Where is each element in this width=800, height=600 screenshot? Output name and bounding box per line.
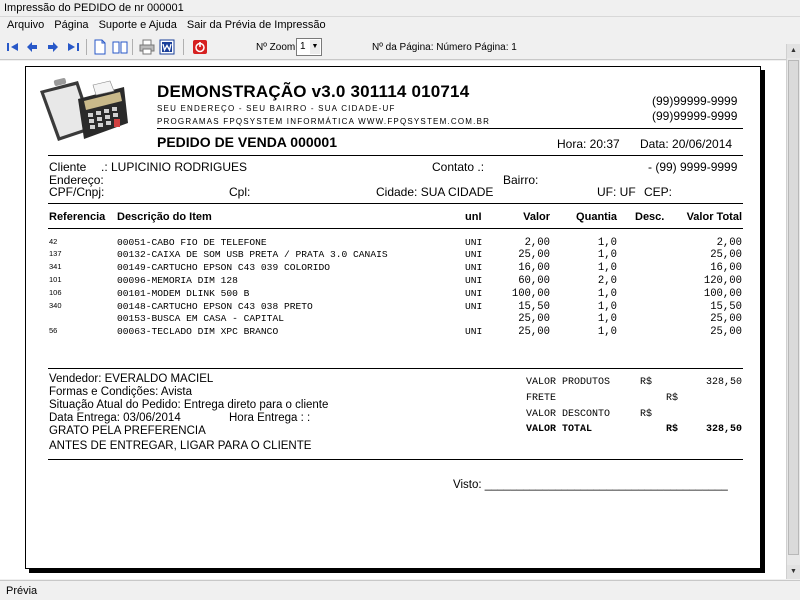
- item-qty: 2,0: [597, 275, 617, 287]
- menu-suporte-ajuda[interactable]: Suporte e Ajuda: [98, 19, 177, 31]
- table-row: [26, 249, 760, 261]
- table-row: [26, 301, 760, 313]
- item-qty: 1,0: [597, 237, 617, 249]
- item-total: 15,50: [710, 301, 742, 313]
- neighborhood-label: Bairro:: [503, 173, 539, 187]
- company-name: DEMONSTRAÇÃO v3.0 301114 010714: [157, 82, 470, 101]
- item-ref: 340: [49, 301, 62, 310]
- contact-label: Contato .:: [432, 160, 485, 174]
- item-unit: UNI: [465, 301, 483, 312]
- item-description: 00148-CARTUCHO EPSON C43 038 PRETO: [117, 301, 313, 312]
- print-icon[interactable]: [139, 39, 155, 55]
- item-value: 25,00: [518, 249, 550, 261]
- total-currency: R$: [666, 393, 679, 404]
- item-value: 100,00: [511, 288, 550, 300]
- item-qty: 1,0: [597, 262, 617, 274]
- item-total: 16,00: [710, 262, 742, 274]
- items-bottom-rule: [48, 368, 743, 369]
- toolbar-separator: [132, 39, 133, 55]
- item-qty: 1,0: [597, 249, 617, 261]
- item-total: 100,00: [703, 288, 742, 300]
- col-header-ref: Referencia: [49, 211, 106, 223]
- state-label: UF: UF: [597, 185, 636, 199]
- total-value: 328,50: [705, 377, 742, 388]
- address-label: Endereço:: [49, 173, 104, 187]
- item-value: 2,00: [524, 237, 550, 249]
- total-label: VALOR PRODUTOS: [526, 377, 611, 388]
- item-ref: 101: [49, 275, 62, 284]
- zip-label: CEP:: [644, 185, 673, 199]
- preview-area: [0, 61, 786, 579]
- close-preview-icon[interactable]: [192, 39, 208, 55]
- zoom-select[interactable]: [296, 38, 322, 56]
- item-total: 2,00: [716, 237, 742, 249]
- item-description: 00101-MODEM DLINK 500 B: [117, 288, 250, 299]
- last-page-icon[interactable]: [65, 39, 81, 55]
- footer-bottom-rule: [48, 459, 743, 460]
- vertical-scrollbar[interactable]: [786, 44, 800, 579]
- menu-sair-previa[interactable]: Sair da Prévia de Impressão: [186, 19, 326, 31]
- grand-total-label: VALOR TOTAL: [526, 424, 593, 435]
- item-description: 00063-TECLADO DIM XPC BRANCO: [117, 326, 279, 337]
- menu-bar: [0, 17, 800, 34]
- col-header-desc: Descrição do Item: [117, 211, 212, 223]
- total-label: FRETE: [526, 393, 557, 404]
- item-ref: 106: [49, 288, 62, 297]
- chevron-down-icon: ▼: [310, 40, 320, 54]
- status-text: Prévia: [6, 585, 38, 597]
- first-page-icon[interactable]: [5, 39, 21, 55]
- report-page: [25, 66, 761, 569]
- next-page-icon[interactable]: [45, 39, 61, 55]
- status-bar: [0, 580, 800, 600]
- item-description: 00051-CABO FIO DE TELEFONE: [117, 237, 267, 248]
- client-label: Cliente: [49, 160, 87, 174]
- col-header-unit: unI: [465, 211, 482, 223]
- table-row: [26, 237, 760, 249]
- note-line-1: GRATO PELA PREFERENCIA: [49, 425, 206, 437]
- item-ref: 56: [49, 326, 58, 335]
- item-unit: UNI: [465, 326, 483, 337]
- zoom-label: Nº Zoom: [256, 42, 296, 53]
- scroll-up-icon[interactable]: ▲: [787, 44, 800, 58]
- toolbar-separator: [183, 39, 184, 55]
- menu-arquivo[interactable]: Arquivo: [7, 19, 45, 31]
- col-header-discount: Desc.: [635, 211, 665, 223]
- order-status: Situação Atual do Pedido: Entrega direto para o cliente: [49, 399, 329, 411]
- two-pages-icon[interactable]: [112, 39, 128, 55]
- toolbar: [0, 34, 800, 60]
- item-value: 25,00: [518, 313, 550, 325]
- client-name: .: LUPICINIO RODRIGUES: [101, 160, 248, 174]
- note-line-2: ANTES DE ENTREGAR, LIGAR PARA O CLIENTE: [49, 440, 312, 452]
- single-page-icon[interactable]: [92, 39, 108, 55]
- company-address: SEU ENDEREÇO - SEU BAIRRO - SUA CIDADE-UF: [157, 104, 396, 113]
- signature-line: Visto: ______________________________________: [453, 479, 728, 491]
- col-header-value: Valor: [523, 211, 550, 223]
- toolbar-separator: [86, 39, 87, 55]
- total-label: VALOR DESCONTO: [526, 409, 611, 420]
- item-description: 00149-CARTUCHO EPSON C43 039 COLORIDO: [117, 262, 331, 273]
- col-header-qty: Quantia: [576, 211, 617, 223]
- grand-total-currency: R$: [666, 424, 679, 435]
- delivery-time: Hora Entrega : :: [229, 412, 311, 424]
- city-label: Cidade: SUA CIDADE: [376, 185, 494, 199]
- item-description: 00132-CAIXA DE SOM USB PRETA / PRATA 3.0 CANAIS: [117, 249, 388, 260]
- item-total: 25,00: [710, 313, 742, 325]
- grand-total-value: 328,50: [705, 424, 742, 435]
- company-software: PROGRAMAS FPQSYSTEM INFORMÁTICA WWW.FPQSYSTEM.COM.BR: [157, 117, 491, 126]
- item-unit: UNI: [465, 275, 483, 286]
- item-total: 120,00: [703, 275, 742, 287]
- document-title: PEDIDO DE VENDA 000001: [157, 134, 337, 150]
- menu-pagina[interactable]: Página: [54, 19, 89, 31]
- total-currency: R$: [640, 409, 653, 420]
- item-ref: 341: [49, 262, 62, 271]
- zoom-value: 1: [300, 41, 306, 52]
- company-phone-1: (99)99999-9999: [652, 94, 738, 108]
- item-unit: UNI: [465, 288, 483, 299]
- table-row: [26, 275, 760, 287]
- previous-page-icon[interactable]: [25, 39, 41, 55]
- order-date: Data: 20/06/2014: [640, 137, 733, 151]
- item-qty: 1,0: [597, 313, 617, 325]
- columns-rule: [48, 228, 743, 229]
- table-row: [26, 313, 760, 325]
- delivery-date: Data Entrega: 03/06/2014: [49, 412, 181, 424]
- salesperson: Vendedor: EVERALDO MACIEL: [49, 373, 214, 385]
- header-rule: [157, 128, 743, 129]
- item-value: 25,00: [518, 326, 550, 338]
- item-value: 60,00: [518, 275, 550, 287]
- table-row: [26, 288, 760, 300]
- cash-register-logo: [38, 77, 130, 147]
- company-phone-2: (99)99999-9999: [652, 109, 738, 123]
- scrollbar-thumb[interactable]: [788, 60, 799, 555]
- item-unit: UNI: [465, 262, 483, 273]
- item-qty: 1,0: [597, 288, 617, 300]
- page-info: Nº da Página: Número Página: 1: [372, 42, 517, 53]
- item-ref: 137: [49, 249, 62, 258]
- cpf-cnpj-label: CPF/Cnpj:: [49, 185, 105, 199]
- item-value: 15,50: [518, 301, 550, 313]
- item-description: 00153-BUSCA EM CASA - CAPITAL: [117, 313, 284, 324]
- item-qty: 1,0: [597, 301, 617, 313]
- table-row: [26, 262, 760, 274]
- complement-label: Cpl:: [229, 185, 251, 199]
- item-unit: UNI: [465, 249, 483, 260]
- item-total: 25,00: [710, 326, 742, 338]
- item-ref: 42: [49, 237, 58, 246]
- item-description: 00096-MEMORIA DIM 128: [117, 275, 238, 286]
- payment-terms: Formas e Condições: Avista: [49, 386, 192, 398]
- total-currency: R$: [640, 377, 653, 388]
- item-total: 25,00: [710, 249, 742, 261]
- item-value: 16,00: [518, 262, 550, 274]
- client-bottom-rule: [48, 203, 743, 204]
- word-export-icon[interactable]: [159, 39, 175, 55]
- order-time: Hora: 20:37: [557, 137, 620, 151]
- item-qty: 1,0: [597, 326, 617, 338]
- window-title: Impressão do PEDIDO de nr 000001: [4, 2, 184, 14]
- scroll-down-icon[interactable]: ▼: [787, 565, 800, 579]
- item-unit: UNI: [465, 237, 483, 248]
- window-title-bar: [0, 0, 800, 17]
- client-phone: - (99) 9999-9999: [648, 160, 738, 174]
- col-header-total: Valor Total: [686, 211, 742, 223]
- table-row: [26, 326, 760, 338]
- header-bottom-rule: [48, 155, 743, 156]
